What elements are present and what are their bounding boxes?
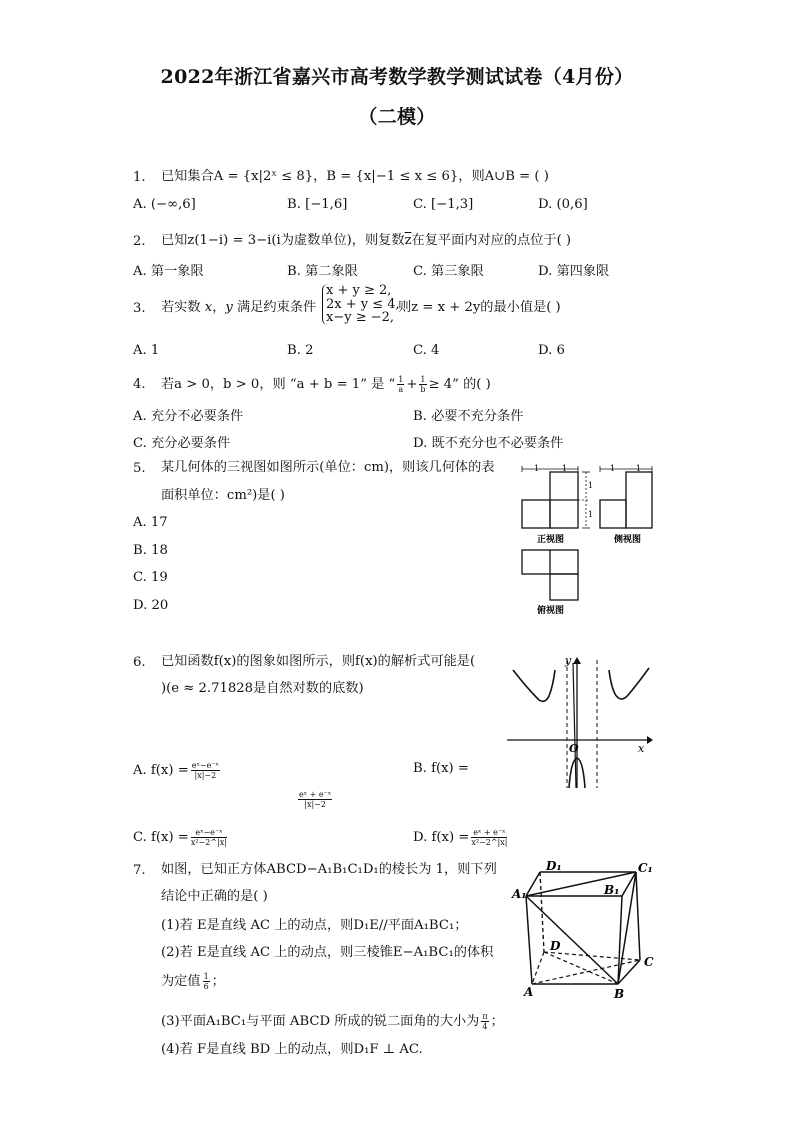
statement-2: (2)若 E是直线 AC 上的动点，则三棱锥E−A₁BC₁的体积 [161,945,494,960]
option-b: B. 第二象限 [287,264,358,279]
statement-4: (4)若 F是直线 BD 上的动点，则D₁F ⊥ AC. [161,1042,423,1057]
y-axis-arrow [573,657,581,664]
question-stem-line1: 某几何体的三视图如图所示(单位：cm)，则该几何体的表 [161,460,495,475]
function-graph [505,648,655,794]
option-a: A. 1 [133,343,160,358]
option-a: A. f(x) = $\frac{\text{eˣ−e⁻ˣ}}{|x|-2}$ [133,761,219,780]
dim-label: 1 [636,464,642,473]
option-b: B. f(x) = [413,761,469,776]
question-number: 6. [133,655,146,670]
question-stem-line2: )(e ≈ 2.71828是自然对数的底数) [161,681,364,696]
three-view-figure [510,458,680,618]
dim-label: 1 [588,481,594,490]
page-subtitle: （二模） [358,106,436,128]
curve-middle-branch [573,663,576,788]
constraint-system: x + y ≥ 2, 2x + y ≤ 4, x−y ≥ −2, [322,284,400,325]
question-number: 5. [133,461,146,476]
statement-1: (1)若 E是直线 AC 上的动点，则D₁E//平面A₁BC₁； [161,918,468,933]
dim-label: 1 [610,464,616,473]
z-conjugate: $\overline{z}$ [404,233,412,248]
side-view [600,466,652,528]
option-d: D. 既不充分也不必要条件 [413,436,564,451]
question-stem-start: 若实数 x，y 满足约束条件 [161,300,317,315]
option-c: C. 第三象限 [413,264,484,279]
option-b: B. 2 [287,343,314,358]
option-c: C. 充分必要条件 [133,436,231,451]
vertex-a1: A₁ [512,887,527,901]
question-stem-line2: 面积单位：cm²)是( ) [161,488,285,503]
question-stem-line1: 已知函数f(x)的图象如图所示，则f(x)的解析式可能是( [161,654,476,669]
question-number: 2. [133,234,146,249]
question-number: 1. [133,170,146,185]
option-d: D. (0,6] [538,197,588,212]
option-d: D. 第四象限 [538,264,610,279]
question-stem: 已知集合A = {x|2ˣ ≤ 8}，B = {x|−1 ≤ x ≤ 6}，则A∪B = ( ) [161,169,549,184]
question-stem-line2: 结论中正确的是( ) [161,889,268,904]
vertex-a: A [524,985,534,999]
vertex-b: B [614,987,625,1001]
x-axis-label: x [638,742,645,755]
dim-label: 1 [588,510,594,519]
option-c: C. 4 [413,343,440,358]
cube-figure [510,856,660,1001]
option-c: C. f(x) = $\frac{\text{eˣ−e⁻ˣ}}{\text{x²−2\textasciicircum{}|x|}}$ [133,828,227,847]
curve-right [609,668,649,699]
y-axis-label: y [565,654,572,667]
vertex-d1: D₁ [546,859,562,873]
origin-label: O [569,742,579,755]
question-number: 4. [133,377,146,392]
statement-3: (3)平面A₁BC₁与平面 ABCD 所成的锐二面角的大小为 $\frac{\pi}{4}$ ； [161,1012,504,1031]
option-d: D. f(x) = $\frac{\text{eˣ + e⁻ˣ}}{\text{x²−2\textasciicircum{}|x|}}$ [413,828,508,847]
vertex-c: C [644,955,654,969]
option-a: A. 充分不必要条件 [133,409,244,424]
side-view-label: 侧视图 [614,535,642,545]
option-b-fraction: $\frac{\text{eˣ + e⁻ˣ}}{|x|-2}$ [299,790,332,809]
option-c: C. 19 [133,570,168,585]
option-a: A. 17 [133,515,168,530]
option-a: A. 第一象限 [133,264,204,279]
option-c: C. [−1,3] [413,197,474,212]
front-view [522,466,590,528]
dim-label: 1 [534,464,540,473]
option-a: A. (−∞,6] [133,197,196,212]
curve-left [513,670,555,701]
option-b: B. 18 [133,543,168,558]
option-b: B. [−1,6] [287,197,348,212]
x-axis-arrow [647,736,653,744]
question-number: 3. [133,301,146,316]
front-view-label: 正视图 [537,535,565,545]
question-stem: 已知z(1−i) = 3−i(i为虚数单位)，则复数$\overline{z}$在复平面内对应的点位于( ) [161,233,572,248]
option-d: D. 6 [538,343,565,358]
option-b: B. 必要不充分条件 [413,409,524,424]
statement-2-cont: 为定值 $\frac{1}{6}$ ； [161,972,225,991]
option-d: D. 20 [133,598,169,613]
vertex-d: D [550,939,561,953]
top-view [522,550,578,600]
vertex-c1: C₁ [638,861,653,875]
vertex-b1: B₁ [604,883,620,897]
top-view-label: 俯视图 [537,606,565,616]
question-number: 7. [133,863,146,878]
question-stem: 若a > 0，b > 0，则 “a + b = 1” 是 “ $\frac{1}{a}$ + $\frac{1}{b}$ ≥ 4” 的( ) [161,375,491,394]
page-title: 2022年浙江省嘉兴市高考数学教学测试试卷（4月份） [160,66,634,88]
question-stem-end: 则z = x + 2y的最小值是( ) [398,300,561,315]
question-stem-line1: 如图，已知正方体ABCD−A₁B₁C₁D₁的棱长为 1，则下列 [161,862,497,877]
dim-label: 1 [562,464,568,473]
